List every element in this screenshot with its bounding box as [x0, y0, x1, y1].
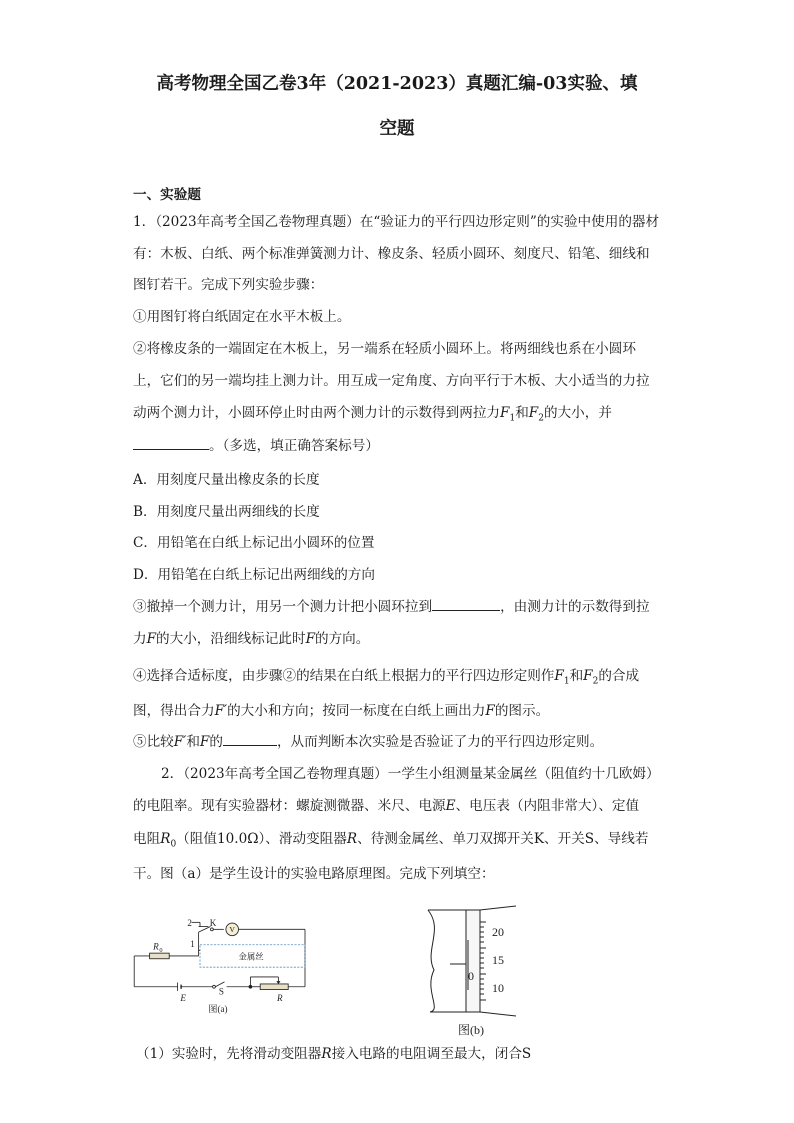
- subscript: 1: [563, 676, 570, 687]
- q1-step-3b: [133, 630, 369, 648]
- q1-step-4a: [133, 667, 639, 691]
- var-f: F: [485, 703, 495, 719]
- page-title: [120, 62, 674, 152]
- var-r: R: [346, 831, 358, 847]
- var-f: F: [305, 631, 315, 647]
- text-span: 的方向。: [315, 631, 370, 647]
- q1-line-1: 1．（2023年高考全国乙卷物理真题）在“验证力的平行四边形定则”的实验中使用的器材: [133, 214, 660, 230]
- text-span: 、待测金属丝、单刀双掷开关K、开关S、导线若: [357, 831, 649, 847]
- text-span: 和: [569, 668, 584, 684]
- var-r0: R: [160, 831, 171, 847]
- var-f2: F: [528, 405, 539, 421]
- var-f-prime: F′: [173, 734, 187, 750]
- option-c: C．用铅笔在白纸上标记出小圆环的位置: [133, 535, 375, 551]
- label-r0: R: [153, 941, 159, 952]
- circuit-figure-a: [130, 895, 410, 1040]
- text-span: 和: [515, 405, 529, 421]
- option-b: B．用刻度尺量出两细线的长度: [133, 504, 320, 520]
- text-span: ⑤比较: [133, 734, 174, 750]
- q1-step-4b: [133, 702, 549, 720]
- q1-line-3: 图钉若干。完成下列实验步骤：: [133, 277, 324, 293]
- q2-line-2: [133, 797, 639, 815]
- scale-label-10: 10: [492, 981, 504, 995]
- answer-blank[interactable]: [223, 733, 277, 746]
- subscript: 0: [170, 839, 177, 850]
- title-line-1: 高考物理全国乙卷3年（2021-2023）真题汇编-03实验、填: [156, 74, 638, 94]
- text-span: 的大小，沿细线标记此时: [156, 631, 306, 647]
- scale-label-15: 15: [492, 953, 504, 967]
- sleeve-label-0: 0: [468, 969, 474, 983]
- q1-line-2: 有：木板、白纸、两个标准弹簧测力计、橡皮条、轻质小圆环、刻度尺、铅笔、细线和: [133, 246, 650, 262]
- label-voltmeter: V: [229, 925, 235, 935]
- var-f: F: [146, 631, 157, 647]
- text-span: 和: [186, 734, 200, 750]
- text-span: 的: [209, 734, 223, 750]
- var-f2: F: [583, 668, 593, 684]
- q2-line-4: 干。图（a）是学生设计的实验电路原理图。完成下列填空：: [133, 866, 495, 882]
- var-f1: F: [554, 668, 564, 684]
- var-f: F: [199, 734, 210, 750]
- text-span: 力: [133, 631, 147, 647]
- q2-line-3: [133, 830, 648, 854]
- option-a: A．用刻度尺量出橡皮条的长度: [133, 472, 320, 488]
- switch-k-contact-2: [211, 928, 214, 931]
- var-f-prime: F′: [214, 703, 228, 719]
- q1-step-5: [133, 733, 603, 751]
- text-span: 的大小和方向；按同一标度在白纸上画出力: [227, 703, 486, 719]
- text-span: 的大小，并: [543, 405, 612, 421]
- var-r: R: [321, 1046, 332, 1062]
- text-span: 接入电路的电阻调至最大，闭合S: [331, 1046, 532, 1062]
- var-e: E: [445, 798, 456, 814]
- q1-step-2a: ②将橡皮条的一端固定在木板上，另一端系在轻质小圆环上。将两细线也系在小圆环: [133, 341, 636, 357]
- q2-sub-1: [136, 1045, 531, 1063]
- text-span: 的合成: [598, 668, 640, 684]
- subscript: 2: [538, 413, 544, 424]
- answer-blank[interactable]: [432, 598, 500, 611]
- label-pos-1: 1: [190, 938, 195, 949]
- text-span: 。（多选，填正确答案标号）: [209, 438, 379, 454]
- text-span: 动两个测力计，小圆环停止时由两个测力计的示数得到两拉力: [133, 405, 501, 421]
- label-r0-sub: 0: [159, 946, 163, 954]
- option-d: D．用铅笔在白纸上标记出两细线的方向: [133, 567, 375, 583]
- thimble-ticks: [480, 922, 486, 1000]
- text-span: 的图示。: [494, 703, 550, 719]
- text-span: （阻值10.0Ω）、滑动变阻器: [176, 831, 347, 847]
- label-metal-wire: 金属丝: [238, 951, 264, 962]
- switch-k-blade: [199, 927, 211, 933]
- label-s: S: [218, 986, 224, 997]
- rheostat-r: [260, 984, 288, 990]
- section-heading: 一、实验题: [133, 187, 201, 203]
- title-line-2: 空题: [379, 119, 415, 139]
- answer-blank[interactable]: [133, 437, 209, 450]
- text-span: ③撤掉一个测力计，用另一个测力计把小圆环拉到: [133, 599, 433, 615]
- label-e: E: [180, 992, 186, 1003]
- text-span: ，由测力计的示数得到拉: [500, 599, 650, 615]
- label-r: R: [277, 992, 283, 1003]
- q1-step-2b: 上，它们的另一端均挂上测力计。用互成一定角度、方向平行于木板、大小适当的力拉: [133, 373, 650, 389]
- text-span: 图，得出合力: [133, 703, 215, 719]
- caption-a: 图(a): [208, 1003, 228, 1014]
- resistor-r0: [150, 953, 170, 959]
- barrel-left-edge: [428, 910, 434, 1012]
- text-span: 电阻: [133, 831, 161, 847]
- caption-b: 图(b): [458, 1023, 484, 1037]
- q1-step-2c: [133, 404, 612, 428]
- var-f1: F: [500, 405, 510, 421]
- text-span: ，从而判断本次实验是否验证了力的平行四边形定则。: [276, 734, 604, 750]
- label-pos-2: 2: [187, 917, 192, 928]
- subscript: 1: [509, 413, 516, 424]
- label-switch-k: K: [209, 917, 217, 928]
- q1-step-3a: [133, 598, 650, 616]
- text-span: 的电阻率。现有实验器材：螺旋测微器、米尺、电源: [133, 798, 446, 814]
- q2-line-1: 2．（2023年高考全国乙卷物理真题）一学生小组测量某金属丝（阻值约十几欧姆）: [161, 766, 660, 782]
- micrometer-figure-b: [420, 900, 540, 1040]
- q1-step-1: ①用图钉将白纸固定在水平木板上。: [133, 309, 351, 325]
- text-span: ④选择合适标度，由步骤②的结果在白纸上根据力的平行四边形定则作: [133, 668, 555, 684]
- scale-label-20: 20: [492, 925, 504, 939]
- q1-step-2d: [133, 437, 379, 455]
- text-span: （1）实验时，先将滑动变阻器: [136, 1046, 322, 1062]
- switch-s-contact: [213, 985, 216, 988]
- subscript: 2: [592, 676, 599, 687]
- text-span: 、电压表（内阻非常大）、定值: [455, 798, 640, 814]
